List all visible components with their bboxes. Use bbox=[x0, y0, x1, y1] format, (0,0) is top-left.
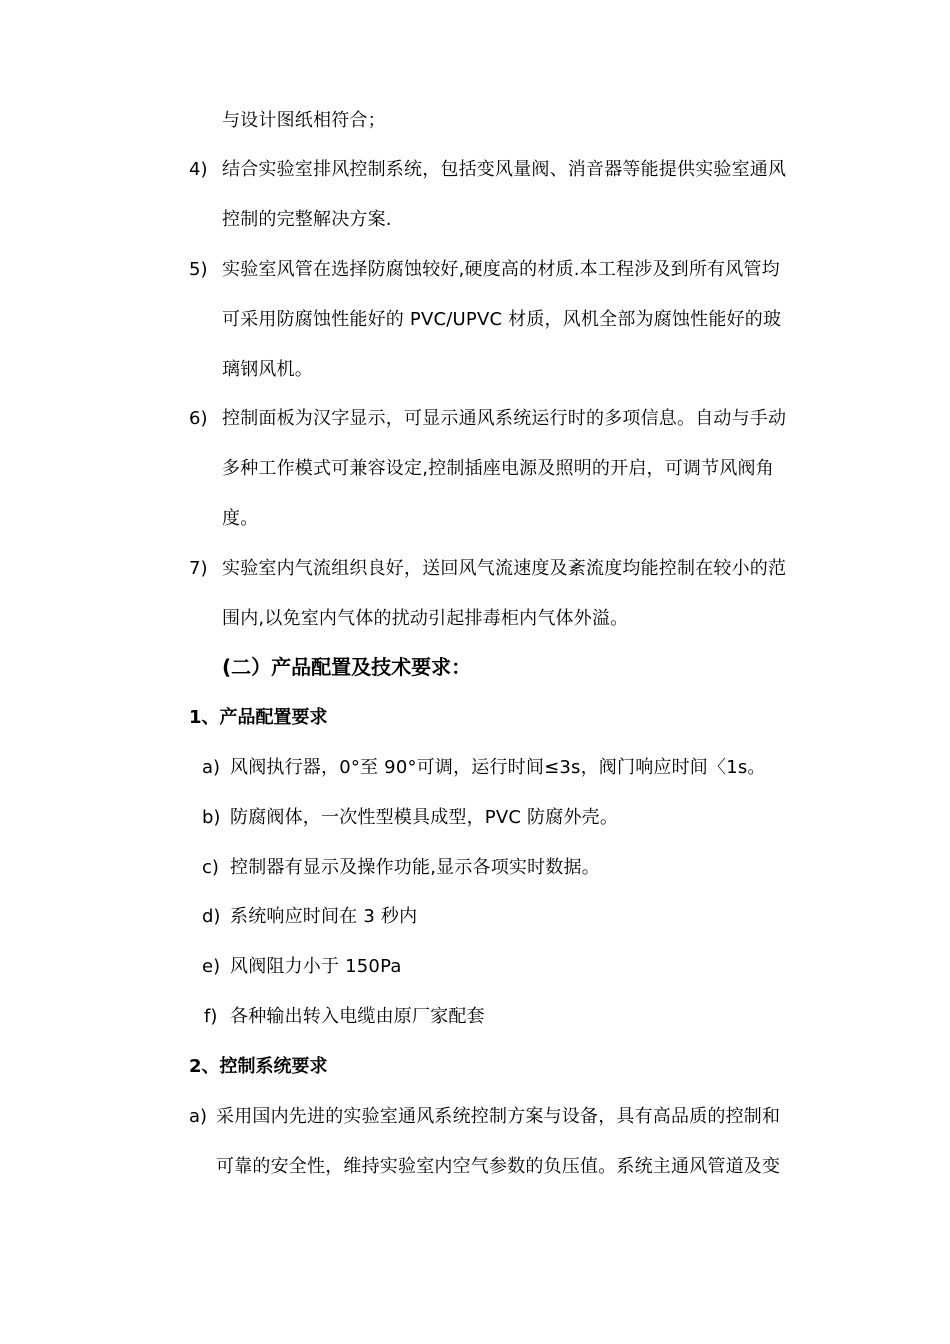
sub1-item-f-label: f) bbox=[204, 1006, 218, 1027]
continuation-line: 与设计图纸相符合； bbox=[222, 110, 386, 131]
sub1-item-e-label: e) bbox=[202, 956, 221, 977]
sub1-item-e-text: 风阀阻力小于 150Pa bbox=[230, 956, 402, 977]
item-7-line-2: 围内,以免室内气体的扰动引起排毒柜内气体外溢。 bbox=[222, 608, 629, 629]
item-4-number: 4) bbox=[189, 159, 208, 180]
item-5-line-3: 璃钢风机。 bbox=[222, 359, 313, 380]
sub1-item-c-label: c) bbox=[202, 857, 219, 878]
sub2-item-a-label: a) bbox=[189, 1106, 208, 1127]
subsection-1-title: 1、产品配置要求 bbox=[189, 707, 328, 728]
sub1-item-d-label: d) bbox=[202, 906, 221, 927]
item-7-number: 7) bbox=[189, 558, 208, 579]
sub1-item-d-text: 系统响应时间在 3 秒内 bbox=[230, 906, 418, 927]
item-6-line-3: 度。 bbox=[222, 508, 259, 529]
item-5-number: 5) bbox=[189, 259, 208, 280]
item-5-line-2: 可采用防腐蚀性能好的 PVC/UPVC 材质，风机全部为腐蚀性能好的玻 bbox=[222, 309, 782, 330]
section-heading: (二）产品配置及技术要求： bbox=[222, 655, 472, 679]
item-4-line-1: 结合实验室排风控制系统，包括变风量阀、消音器等能提供实验室通风 bbox=[222, 159, 787, 180]
sub2-item-a-line-2: 可靠的安全性，维持实验室内空气参数的负压值。系统主通风管道及变 bbox=[216, 1156, 781, 1177]
subsection-2-title: 2、控制系统要求 bbox=[189, 1056, 328, 1077]
item-6-line-1: 控制面板为汉字显示，可显示通风系统运行时的多项信息。自动与手动 bbox=[222, 408, 787, 429]
sub1-item-c-text: 控制器有显示及操作功能,显示各项实时数据。 bbox=[230, 857, 600, 878]
item-5-line-1: 实验室风管在选择防腐蚀较好,硬度高的材质.本工程涉及到所有风管均 bbox=[222, 259, 780, 280]
sub1-item-a-label: a) bbox=[202, 757, 221, 778]
item-4-line-2: 控制的完整解决方案. bbox=[222, 209, 392, 230]
sub1-item-b-text: 防腐阀体，一次性型模具成型，PVC 防腐外壳。 bbox=[230, 807, 619, 828]
item-6-line-2: 多种工作模式可兼容设定,控制插座电源及照明的开启，可调节风阀角 bbox=[222, 458, 774, 479]
sub1-item-b-label: b) bbox=[202, 807, 221, 828]
item-7-line-1: 实验室内气流组织良好，送回风气流速度及紊流度均能控制在较小的范 bbox=[222, 558, 787, 579]
sub2-item-a-line-1: 采用国内先进的实验室通风系统控制方案与设备，具有高品质的控制和 bbox=[216, 1106, 781, 1127]
sub1-item-f-text: 各种输出转入电缆由原厂家配套 bbox=[230, 1006, 485, 1027]
item-6-number: 6) bbox=[189, 408, 208, 429]
sub1-item-a-text: 风阀执行器，0°至 90°可调，运行时间≤3s，阀门响应时间〈1s。 bbox=[230, 757, 766, 778]
